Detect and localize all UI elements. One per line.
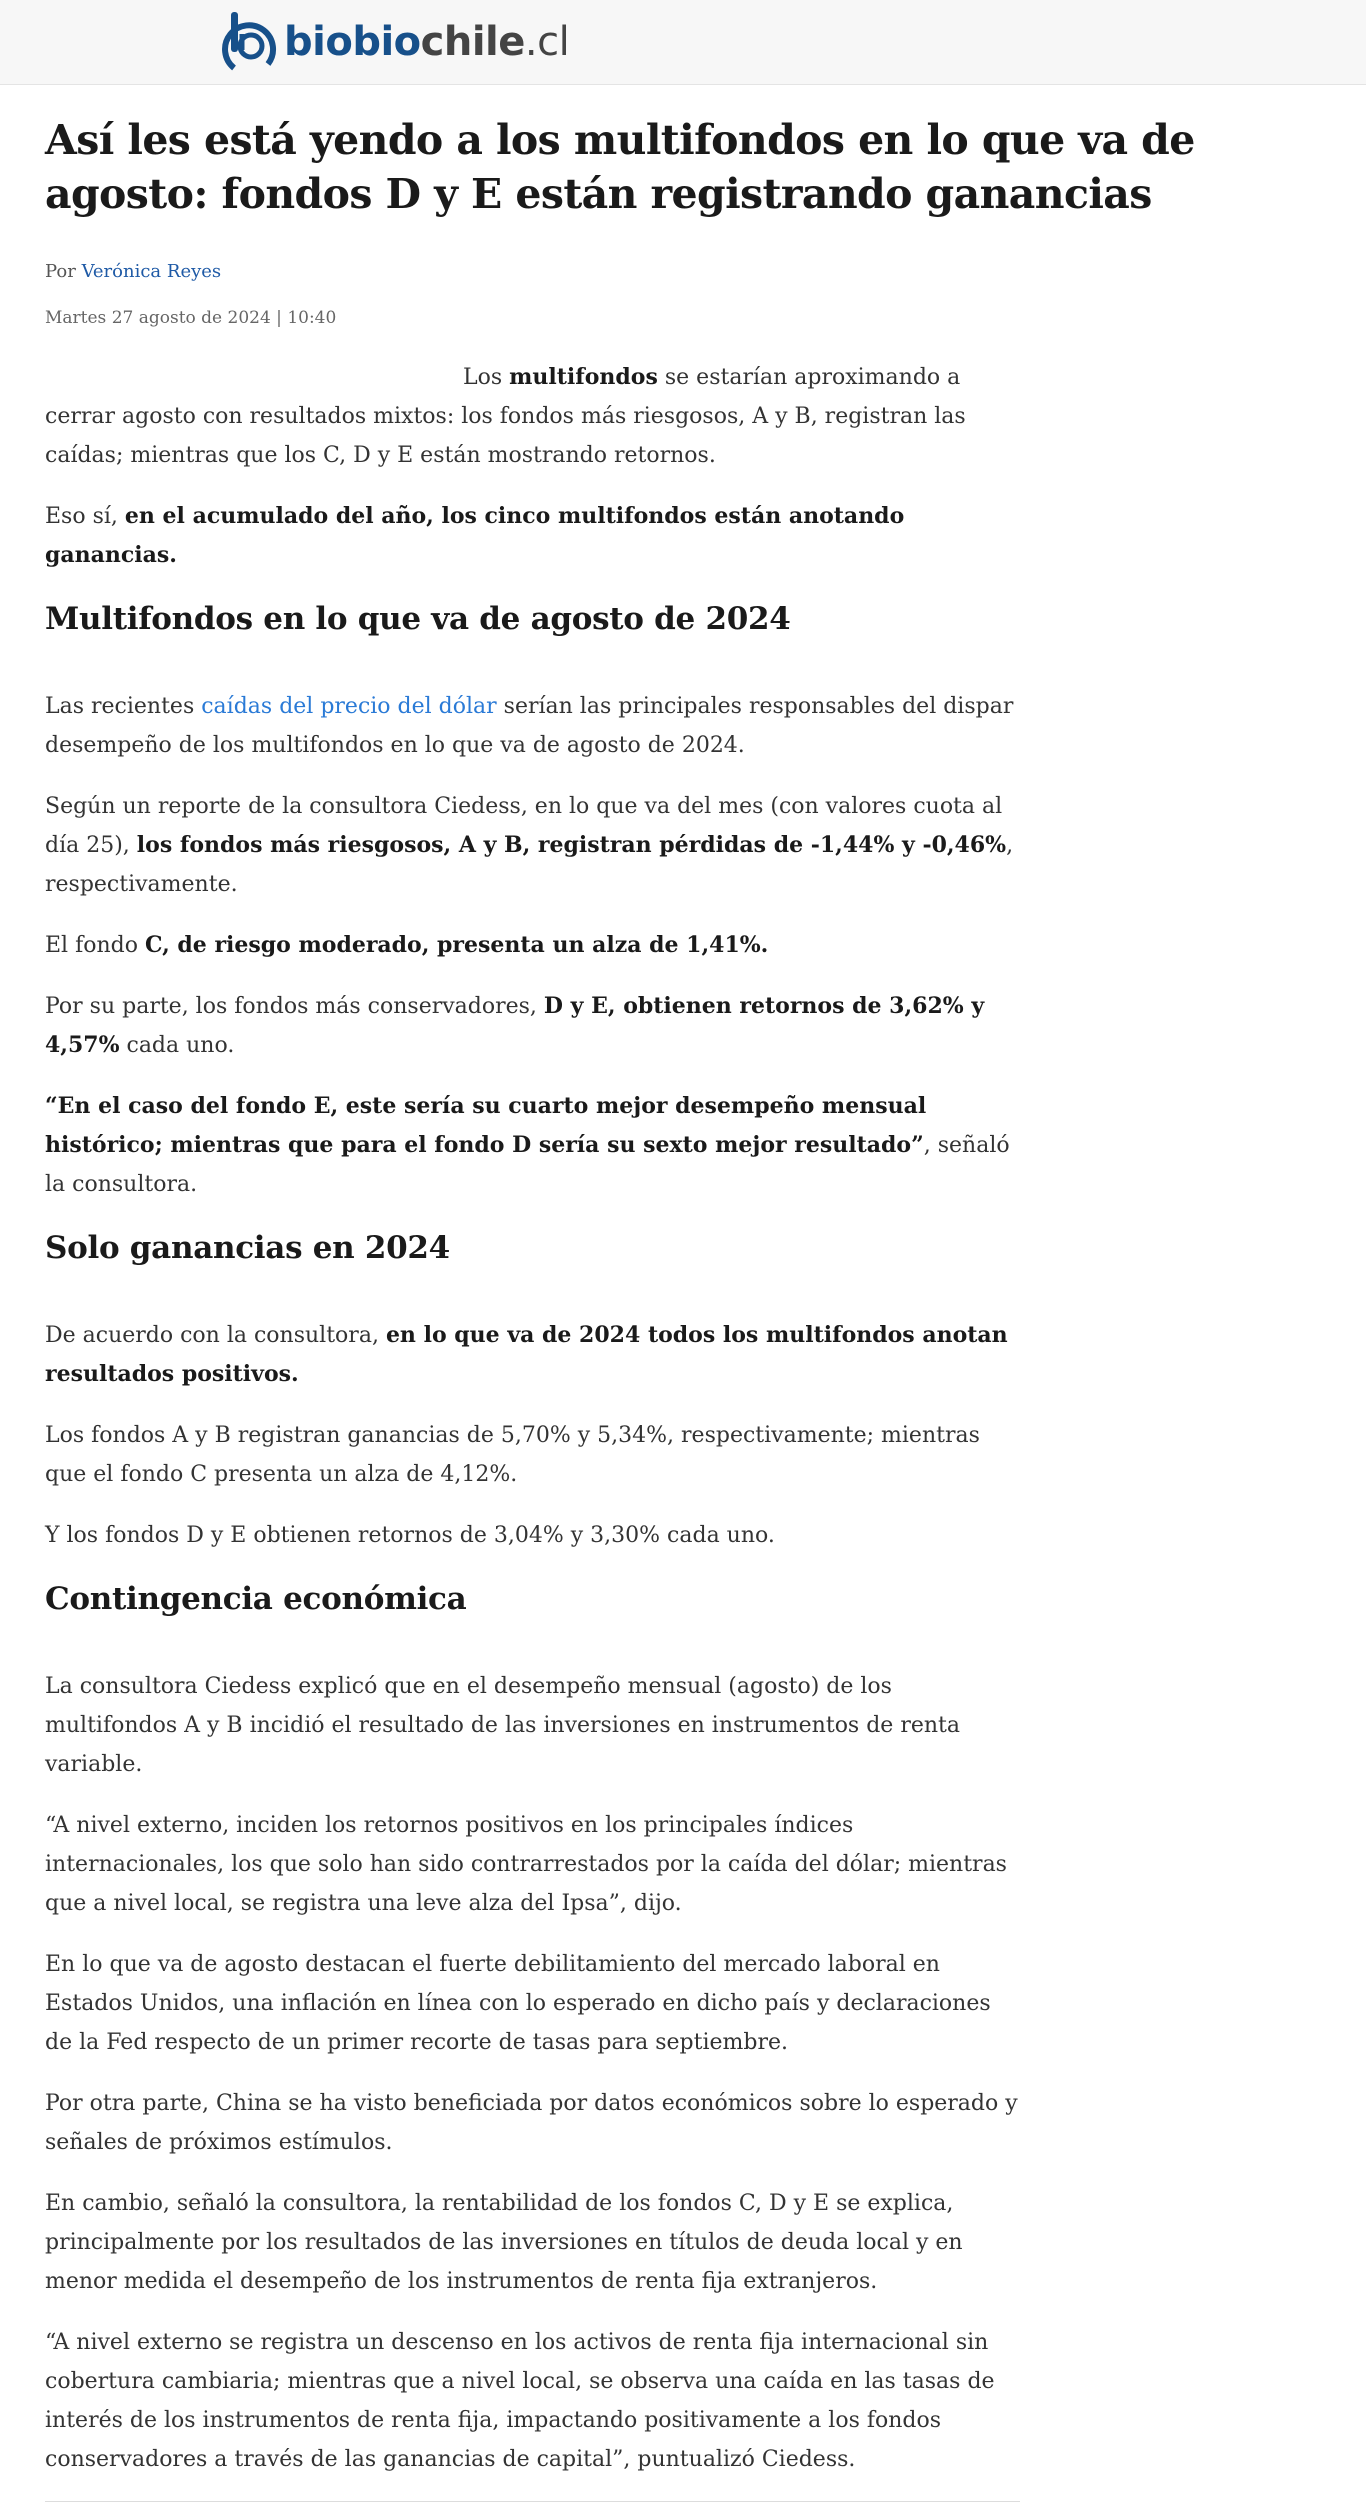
bold-text: “En el caso del fondo E, este sería su cuarto mejor desempeño mensual histórico; mientras que para el fondo D sería su sexto mejor resultado” [45,1093,927,1158]
bold-text: D y E, obtienen retornos de 3,62% y 4,57% [45,993,985,1058]
paragraph: Por otra parte, China se ha visto beneficiada por datos económicos sobre lo esperado y señales de próximos estímulos. [45,2091,1018,2155]
dollar-price-link[interactable]: caídas del precio del dólar [201,694,497,719]
paragraph: Los fondos A y B registran ganancias de 5,70% y 5,34%, respectivamente; mientras que el fondo C presenta un alza de 4,12%. [45,1423,980,1487]
paragraph [45,1316,1020,1394]
text: Los [463,365,510,390]
paragraph [45,687,1020,765]
bold-text: en lo que va de 2024 todos los multifondos anotan resultados positivos. [45,1322,1008,1387]
biobio-logo-icon [222,10,280,74]
text: serían las principales responsables del dispar desempeño de los multifondos en lo que va de agosto de 2024. [45,694,1014,758]
text: se estarían aproximando a cerrar agosto con resultados mixtos: los fondos más riesgosos, A y B, registran las caídas; mientras que los C, D y E están mostrando retornos. [45,365,966,468]
logo-text-biobio: biobio [284,19,421,65]
paragraph [45,787,1020,904]
paragraph [45,987,1020,1065]
site-header [0,0,1366,85]
section-heading: Multifondos en lo que va de agosto de 2024 [45,601,791,637]
bold-text: C, de riesgo moderado, presenta un alza de 1,41%. [144,932,769,958]
paragraph: En lo que va de agosto destacan el fuerte debilitamiento del mercado laboral en Estados Unidos, una inflación en línea con lo esperado en dicho país y declaraciones de la Fed respecto de un primer recorte de tasas para septiembre. [45,1952,991,2055]
bold-text: en el acumulado del año, los cinco multifondos están anotando ganancias. [45,503,905,568]
publish-date: Martes 27 agosto de 2024 | 10:40 [45,308,337,328]
text: El fondo [45,933,145,958]
section-heading: Contingencia económica [45,1581,467,1617]
logo-text-chile: chile [420,19,525,65]
logo-text-cl: .cl [524,19,570,65]
logo-text [284,19,569,65]
article [45,113,1195,2502]
paragraph: En cambio, señaló la consultora, la rentabilidad de los fondos C, D y E se explica, principalmente por los resultados de las inversiones en títulos de deuda local y en menor medida el desempeño de los instrumentos de renta fija extranjeros. [45,2191,963,2294]
text: cada uno. [119,1033,235,1058]
bold-text: multifondos [509,364,658,390]
text: Las recientes [45,694,202,719]
paragraph [45,926,1020,965]
paragraph [45,358,1020,475]
paragraph [45,497,1020,575]
text: De acuerdo con la consultora, [45,1323,386,1348]
paragraph: “A nivel externo, inciden los retornos positivos en los principales índices internacionales, los que solo han sido contrarrestados por la caída del dólar; mientras que a nivel local, se registra una leve alza del Ipsa”, dijo. [45,1813,1007,1916]
paragraph: La consultora Ciedess explicó que en el desempeño mensual (agosto) de los multifondos A y B incidió el resultado de las inversiones en instrumentos de renta variable. [45,1674,960,1777]
text: , señaló la consultora. [45,1133,1010,1197]
byline-label: Por [45,261,76,282]
paragraph: Y los fondos D y E obtienen retornos de 3,04% y 3,30% cada uno. [45,1523,775,1548]
bold-text: los fondos más riesgosos, A y B, registran pérdidas de -1,44% y -0,46% [136,832,1007,858]
author-link[interactable]: Verónica Reyes [81,261,222,282]
site-logo[interactable] [222,10,569,74]
text: Por su parte, los fondos más conservadores, [45,994,544,1019]
text: Según un reporte de la consultora Ciedess, en lo que va del mes (con valores cuota al día 25), [45,794,1003,858]
article-body [45,358,1020,2479]
paragraph: “A nivel externo se registra un descenso en los activos de renta fija internacional sin cobertura cambiaria; mientras que a nivel local, se observa una caída en las tasas de interés de los instrumentos de renta fija, impactando positivamente a los fondos conservadores a través de las ganancias de capital”, puntualizó Ciedess. [45,2330,995,2472]
article-title: Así les está yendo a los multifondos en lo que va de agosto: fondos D y E están registrando ganancias [45,116,1195,218]
text: , respectivamente. [45,833,1014,897]
text: Eso sí, [45,504,125,529]
section-heading: Solo ganancias en 2024 [45,1230,450,1266]
paragraph [45,1087,1020,1204]
byline [45,261,1020,282]
